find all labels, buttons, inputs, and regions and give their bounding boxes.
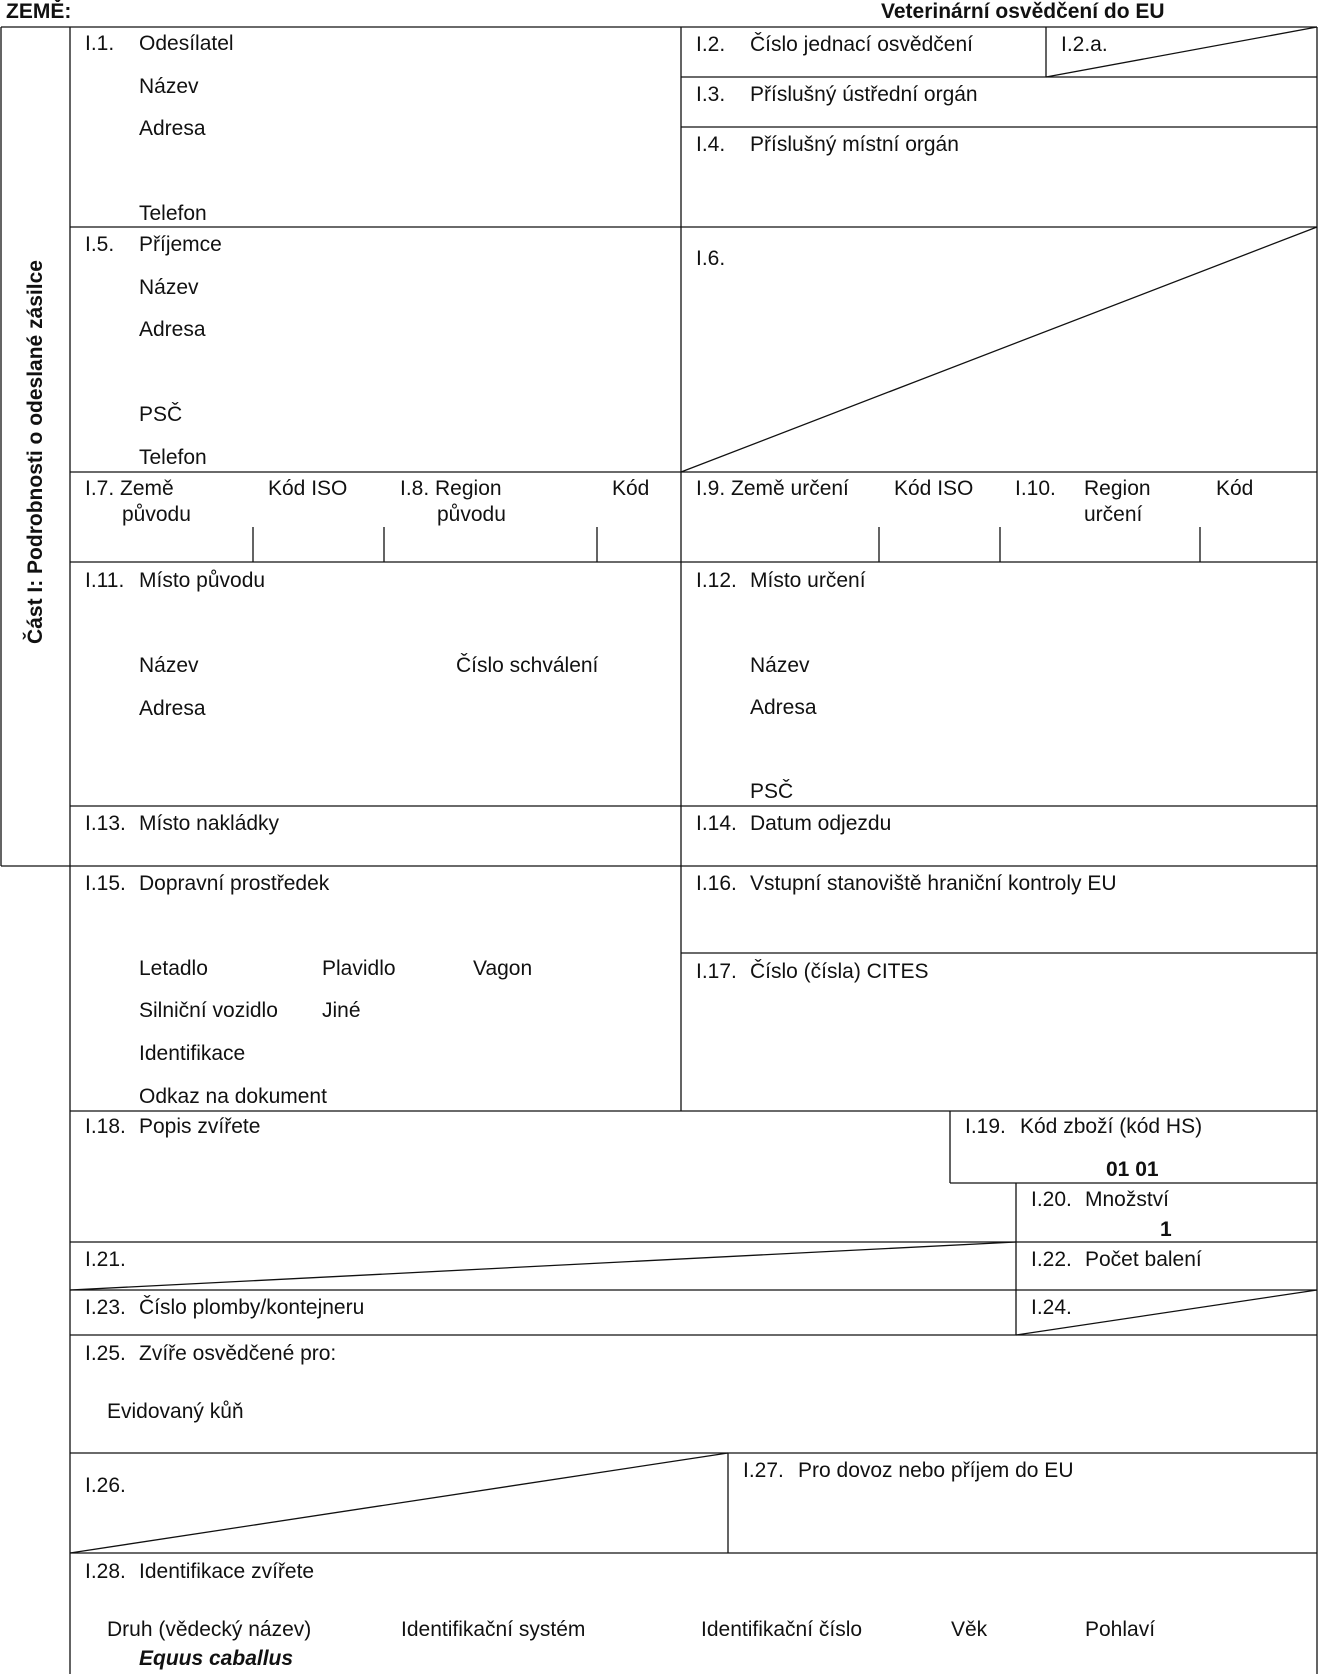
region-of-origin-label-2: původu: [437, 503, 506, 526]
destination-postcode-label: PSČ: [750, 780, 794, 803]
approval-number-label: Číslo schválení: [456, 654, 599, 677]
certified-for-label: Zvíře osvědčené pro:: [139, 1342, 337, 1365]
consignee-address-label: Adresa: [139, 318, 206, 341]
field-number: I.14.: [696, 812, 737, 835]
field-number: I.28.: [85, 1560, 126, 1583]
consignor-label: Odesílatel: [139, 32, 234, 55]
field-number: I.2.: [696, 33, 726, 56]
transport-plane-label: Letadlo: [139, 957, 208, 980]
field-number: I.11.: [85, 569, 125, 592]
column-id-system: Identifikační systém: [401, 1618, 586, 1641]
iso-code-label: Kód ISO: [268, 477, 348, 500]
commodity-code-value: 01 01: [1106, 1158, 1159, 1181]
certificate-title: Veterinární osvědčení do EU: [881, 0, 1165, 23]
consignee-name-label: Název: [139, 276, 199, 299]
country-of-origin-label-2: původu: [122, 503, 191, 526]
quantity-label: Množství: [1085, 1188, 1170, 1211]
field-number: I.23.: [85, 1296, 126, 1319]
consignor-phone-label: Telefon: [139, 202, 207, 225]
place-of-loading-label: Místo nakládky: [139, 812, 280, 835]
border-post-label: Vstupní stanoviště hraniční kontroly EU: [750, 872, 1117, 895]
place-of-destination-label: Místo určení: [750, 569, 866, 592]
field-number: I.2.a.: [1061, 33, 1108, 56]
field-number: I.26.: [85, 1474, 126, 1497]
departure-date-label: Datum odjezdu: [750, 812, 892, 835]
cites-number-label: Číslo (čísla) CITES: [750, 960, 929, 983]
field-number: I.3.: [696, 83, 726, 106]
field-number: I.25.: [85, 1342, 126, 1365]
part-label: Část I: Podrobnosti o odeslané zásilce: [24, 260, 47, 644]
package-count-label: Počet balení: [1085, 1248, 1202, 1271]
field-number: I.20.: [1031, 1188, 1072, 1211]
central-authority-label: Příslušný ústřední orgán: [750, 83, 978, 106]
local-authority-label: Příslušný místní orgán: [750, 133, 959, 156]
commodity-code-label: Kód zboží (kód HS): [1020, 1115, 1203, 1138]
species-value: Equus caballus: [139, 1647, 294, 1670]
column-id-number: Identifikační číslo: [701, 1618, 863, 1641]
origin-address-label: Adresa: [139, 697, 206, 720]
field-number: I.12.: [696, 569, 737, 592]
transport-ship-label: Plavidlo: [322, 957, 396, 980]
consignee-label: Příjemce: [139, 233, 222, 256]
destination-address-label: Adresa: [750, 696, 817, 719]
quantity-value: 1: [1160, 1218, 1172, 1241]
field-number: I.22.: [1031, 1248, 1072, 1271]
column-sex: Pohlaví: [1085, 1618, 1156, 1641]
field-number: I.1.: [85, 32, 115, 55]
transport-label: Dopravní prostředek: [139, 872, 330, 895]
field-number: I.5.: [85, 233, 115, 256]
field-number: I.6.: [696, 247, 726, 270]
consignee-phone-label: Telefon: [139, 446, 207, 469]
field-number: I.13.: [85, 812, 126, 835]
field-number: I.17.: [696, 960, 737, 983]
field-number: I.10.: [1015, 477, 1056, 500]
region-code-label: Kód: [612, 477, 650, 500]
place-of-origin-label: Místo původu: [139, 569, 266, 592]
consignee-postcode-label: PSČ: [139, 403, 183, 426]
consignor-address-label: Adresa: [139, 117, 206, 140]
certified-for-value: Evidovaný kůň: [107, 1400, 244, 1423]
country-label: ZEMĚ:: [6, 0, 72, 23]
consignor-name-label: Název: [139, 75, 199, 98]
iso-code-label: Kód ISO: [894, 477, 974, 500]
animal-description-label: Popis zvířete: [139, 1115, 261, 1138]
destination-region-label-2: určení: [1084, 503, 1143, 526]
destination-region-label: Region: [1084, 477, 1151, 500]
region-of-origin-label: I.8. Region: [400, 477, 502, 500]
destination-name-label: Název: [750, 654, 810, 677]
region-code-label: Kód: [1216, 477, 1254, 500]
seal-container-label: Číslo plomby/kontejneru: [139, 1296, 365, 1319]
field-number: I.4.: [696, 133, 726, 156]
origin-name-label: Název: [139, 654, 199, 677]
animal-identification-label: Identifikace zvířete: [139, 1560, 315, 1583]
certificate-reference-label: Číslo jednací osvědčení: [750, 33, 973, 56]
field-number: I.21.: [85, 1248, 126, 1271]
identification-label: Identifikace: [139, 1042, 246, 1065]
transport-wagon-label: Vagon: [473, 957, 533, 980]
field-number: I.27.: [743, 1459, 784, 1482]
field-number: I.15.: [85, 872, 126, 895]
column-species: Druh (vědecký název): [107, 1618, 312, 1641]
field-number: I.24.: [1031, 1296, 1072, 1319]
destination-country-label: I.9. Země určení: [696, 477, 849, 500]
transport-other-label: Jiné: [322, 999, 361, 1022]
country-of-origin-label: I.7. Země: [85, 477, 174, 500]
field-number: I.16.: [696, 872, 737, 895]
field-number: I.19.: [965, 1115, 1006, 1138]
document-reference-label: Odkaz na dokument: [139, 1085, 327, 1108]
transport-road-label: Silniční vozidlo: [139, 999, 278, 1022]
import-admission-label: Pro dovoz nebo příjem do EU: [798, 1459, 1074, 1482]
column-age: Věk: [951, 1618, 988, 1641]
field-number: I.18.: [85, 1115, 126, 1138]
